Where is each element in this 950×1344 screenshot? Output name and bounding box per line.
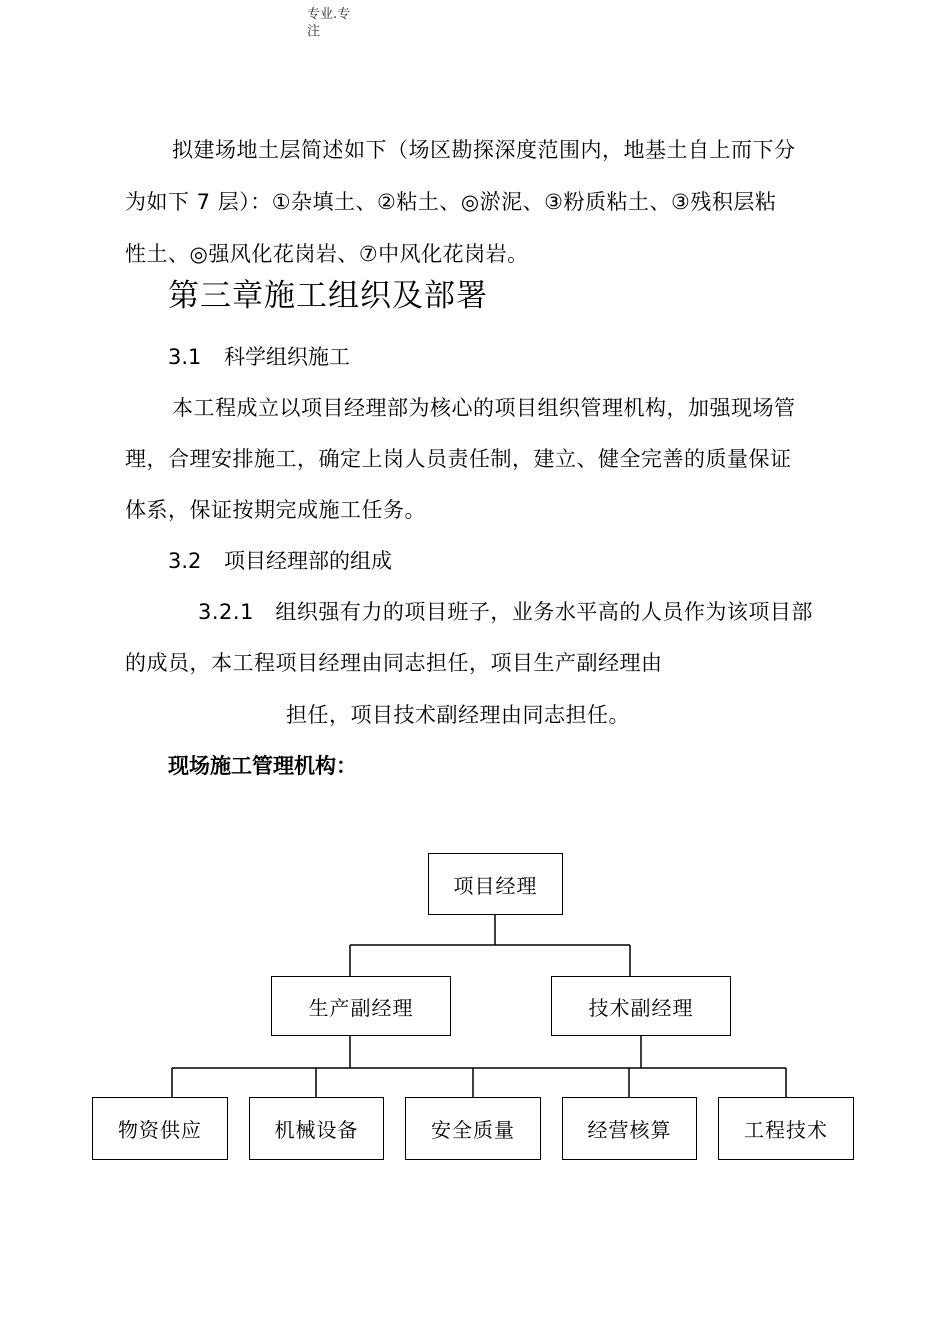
paragraph-team-line-3: 担任，项目技术副经理由同志担任。 xyxy=(286,703,630,727)
paragraph-soil-line-3: 性土、◎强风化花岗岩、⑦中风化花岗岩。 xyxy=(125,242,529,266)
paragraph-soil-line-2: 为如下 7 层）：①杂填土、②粘土、◎淤泥、③粉质粘土、③残积层粘 xyxy=(125,190,777,214)
section-3-2-title: 项目经理部的组成 xyxy=(224,549,392,573)
org-node-engineering: 工程技术 xyxy=(718,1097,854,1160)
org-node-accounting: 经营核算 xyxy=(562,1097,697,1160)
org-node-project-manager: 项目经理 xyxy=(428,853,563,915)
paragraph-org-line-1: 本工程成立以项目经理部为核心的项目组织管理机构，加强现场管 xyxy=(172,396,796,420)
org-chart-heading: 现场施工管理机构： xyxy=(168,754,357,778)
section-3-1-number: 3.1 xyxy=(168,345,202,369)
paragraph-soil-line-1: 拟建场地土层简述如下（场区勘探深度范围内，地基土自上而下分 xyxy=(172,138,796,162)
org-node-material-supply: 物资供应 xyxy=(92,1097,228,1160)
paragraph-org-line-3: 体系，保证按期完成施工任务。 xyxy=(125,498,426,522)
section-3-2-number: 3.2 xyxy=(168,549,202,573)
page-header-line-1: 专业.专 xyxy=(307,7,351,22)
org-node-technical-deputy: 技术副经理 xyxy=(551,976,731,1036)
paragraph-org-line-2: 理，合理安排施工，确定上岗人员责任制，建立、健全完善的质量保证 xyxy=(125,447,792,471)
paragraph-team-line-2: 的成员，本工程项目经理由同志担任，项目生产副经理由 xyxy=(125,651,663,675)
paragraph-team-line-1: 3.2.1 组织强有力的项目班子，业务水平高的人员作为该项目部 xyxy=(198,600,813,624)
org-node-safety-quality: 安全质量 xyxy=(405,1097,541,1160)
section-3-1-title: 科学组织施工 xyxy=(224,345,350,369)
chapter-title: 第三章施工组织及部署 xyxy=(168,278,488,314)
org-node-production-deputy: 生产副经理 xyxy=(271,976,451,1036)
org-node-machinery: 机械设备 xyxy=(249,1097,384,1160)
page-header-line-2: 注 xyxy=(307,24,321,39)
